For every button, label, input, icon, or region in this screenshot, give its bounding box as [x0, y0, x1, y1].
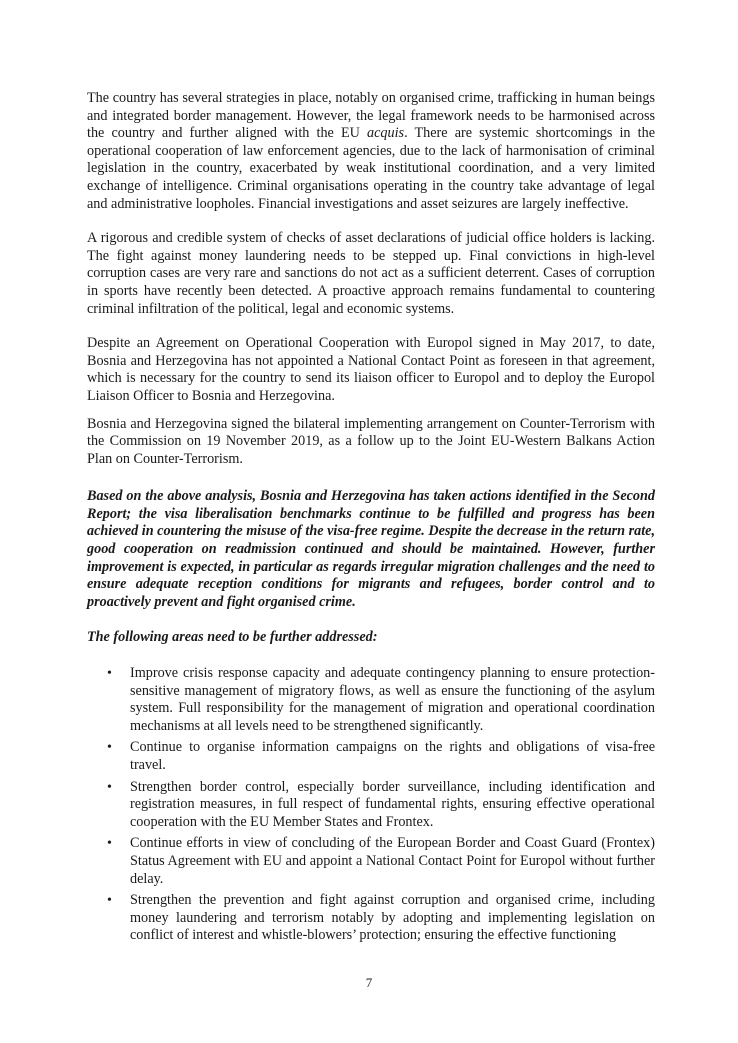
paragraph-text: . There are systemic shortcomings in the operational cooperation of law enforcement agencies, due to the lack of harmonisation of criminal legislation in the country, exacerbated by weak institutional coordination, and a very limited exchange of intelligence. Criminal organisations operating in the country take advantage of legal and administrative loopholes. Financial investigations and asset seizures are largely ineffective.: [87, 125, 655, 212]
bullet-icon: •: [107, 666, 112, 682]
summary-assessment: Based on the above analysis, Bosnia and Herzegovina has taken actions identified in the Second Report; the visa liberalisation benchmarks continue to be fulfilled and progress has been achieved in countering the misuse of the visa-free regime. Despite the decrease in the return rate, good cooperation on readmission continued and should be maintained. However, further improvement is expected, in particular as regards irregular migration challenges and the need to ensure adequate reception conditions for migrants and refugees, border control and to proactively prevent and fight organised crime.: [87, 488, 655, 610]
document-page: [87, 90, 655, 949]
list-item-text: Strengthen the prevention and fight against corruption and organised crime, including money laundering and terrorism notably by adopting and implementing legislation on conflict of interest and whistle-blowers’ protection; ensuring the effective functioning: [130, 892, 655, 944]
bullet-icon: •: [107, 740, 112, 756]
list-item-text: Continue to organise information campaigns on the rights and obligations of visa-free travel.: [130, 739, 655, 773]
areas-heading: The following areas need to be further addressed:: [87, 629, 378, 646]
italic-term-acquis: acquis: [367, 125, 405, 142]
list-item-text: Continue efforts in view of concluding of the European Border and Coast Guard (Frontex) Status Agreement with EU and appoint a National Contact Point for Europol without further delay.: [130, 835, 655, 887]
list-item-text: Improve crisis response capacity and adequate contingency planning to ensure protection-sensitive management of migratory flows, as well as ensure the functioning of the asylum system. Full responsibility for the management of migration and operational coordination mechanisms at all levels need to be strengthened significantly.: [130, 665, 655, 734]
list-item-text: Strengthen border control, especially border surveillance, including identification and registration measures, in full respect of fundamental rights, ensuring effective operational cooperation with the EU Member States and Frontex.: [130, 778, 655, 830]
list-item: [87, 779, 655, 832]
areas-list: [87, 665, 655, 945]
page-number: 7: [365, 975, 373, 990]
bullet-icon: •: [107, 893, 112, 909]
bullet-icon: •: [107, 779, 112, 795]
paragraph-strategies: [87, 90, 655, 213]
bullet-icon: •: [107, 836, 112, 852]
paragraph-europol-agreement: Despite an Agreement on Operational Cooperation with Europol signed in May 2017, to date, Bosnia and Herzegovina has not appointed a National Contact Point as foreseen in that agreement, which is necessary for the country to send its liaison officer to Europol and to deploy the Europol Liaison Officer to Bosnia and Herzegovina.: [87, 335, 655, 404]
list-item: [87, 739, 655, 774]
list-item: [87, 892, 655, 945]
list-item: [87, 665, 655, 735]
paragraph-asset-declarations: A rigorous and credible system of checks of asset declarations of judicial office holders is lacking. The fight against money laundering needs to be stepped up. Final convictions in high-level corruption cases are very rare and sanctions do not act as a sufficient deterrent. Cases of corruption in sports have recently been detected. A proactive approach remains fundamental to countering criminal infiltration of the political, legal and economic systems.: [87, 230, 655, 317]
paragraph-text: The country has several strategies in place, notably on organised crime, trafficking in human beings and integrated border management. However, the legal framework needs to be harmonised across the country and further aligned with the EU: [87, 90, 655, 142]
paragraph-counter-terrorism: Bosnia and Herzegovina signed the bilateral implementing arrangement on Counter-Terrorism with the Commission on 19 November 2019, as a follow up to the Joint EU-Western Balkans Action Plan on Counter-Terrorism.: [87, 415, 655, 467]
list-item: [87, 835, 655, 888]
